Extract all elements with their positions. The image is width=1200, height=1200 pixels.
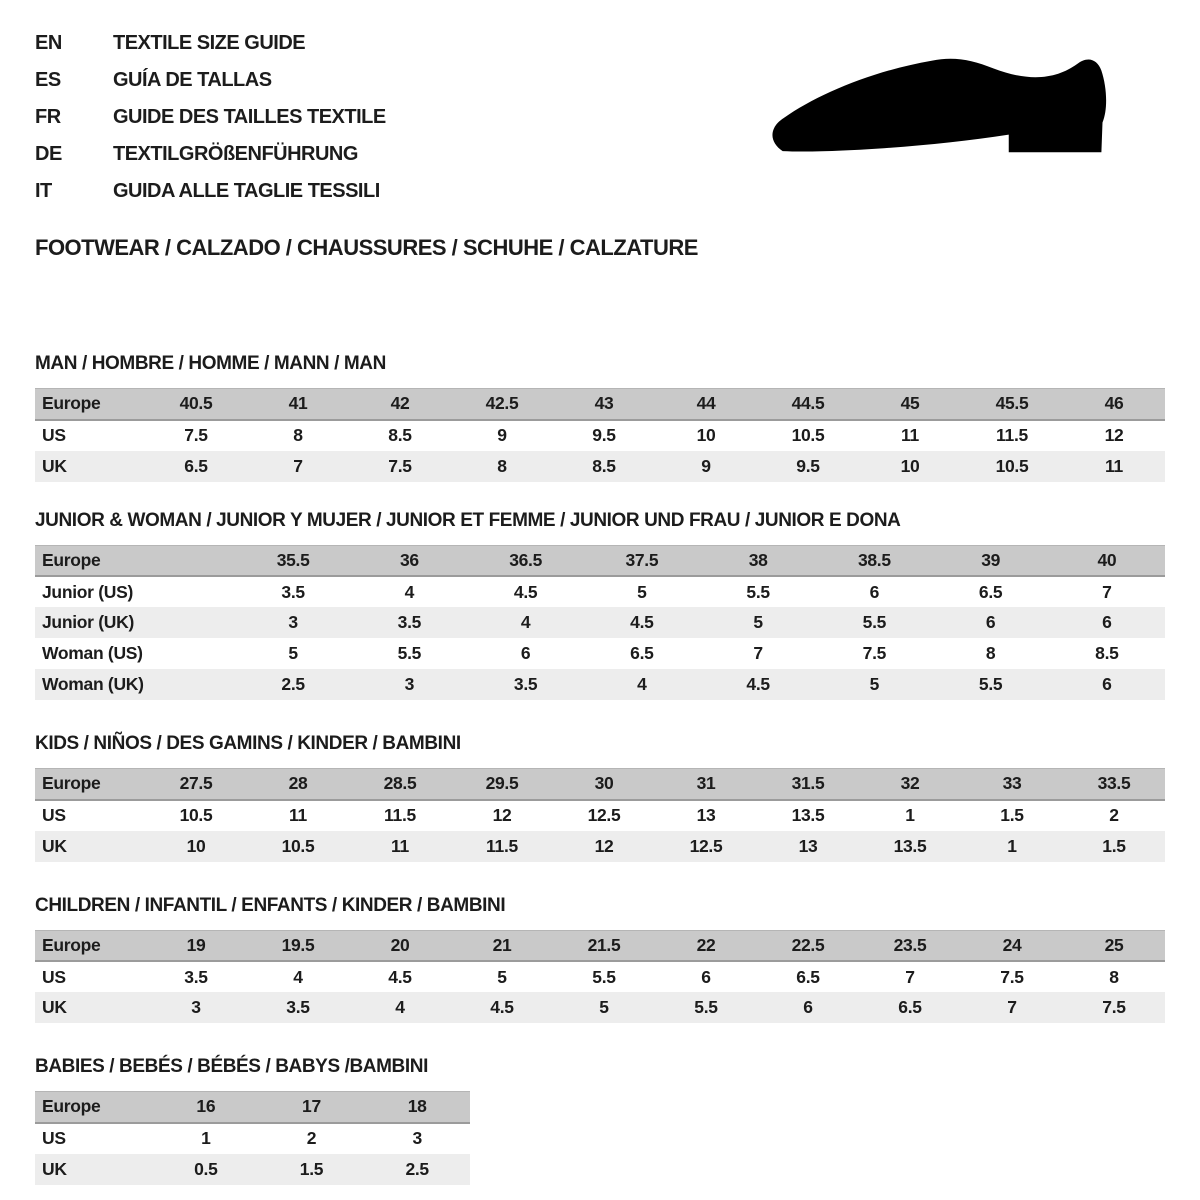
size-cell: 3.5 (145, 961, 247, 992)
size-cell: 3.5 (468, 669, 584, 700)
row-label: Europe (35, 389, 145, 420)
section-children (35, 895, 1165, 1024)
size-cell: 42.5 (451, 389, 553, 420)
section-junior-woman (35, 510, 1165, 701)
size-cell: 45.5 (961, 389, 1063, 420)
size-cell: 20 (349, 930, 451, 961)
section-title-junior-woman: JUNIOR & WOMAN / JUNIOR Y MUJER / JUNIOR ET FEMME / JUNIOR UND FRAU / JUNIOR E DONA (35, 509, 901, 531)
size-cell: 5.5 (553, 961, 655, 992)
size-cell: 22 (655, 930, 757, 961)
row-label: UK (35, 831, 145, 862)
size-cell: 6 (933, 607, 1049, 638)
size-cell: 13 (757, 831, 859, 862)
size-cell: 19 (145, 930, 247, 961)
size-cell: 29.5 (451, 769, 553, 800)
size-cell: 5.5 (655, 992, 757, 1023)
size-cell: 7.5 (145, 420, 247, 451)
size-cell: 0.5 (153, 1154, 259, 1185)
junior-woman-size-table (35, 545, 1165, 701)
size-cell: 5 (553, 992, 655, 1023)
table-row (35, 1154, 470, 1185)
size-cell: 5.5 (816, 607, 932, 638)
size-cell: 1 (153, 1123, 259, 1154)
size-cell: 17 (259, 1092, 365, 1123)
size-cell: 11.5 (349, 800, 451, 831)
size-cell: 45 (859, 389, 961, 420)
row-label: Europe (35, 769, 145, 800)
size-cell: 10 (859, 451, 961, 482)
section-man (35, 353, 1165, 482)
size-cell: 10 (655, 420, 757, 451)
kids-size-table (35, 768, 1165, 862)
row-label: US (35, 961, 145, 992)
size-cell: 6.5 (757, 961, 859, 992)
size-cell: 4.5 (451, 992, 553, 1023)
size-cell: 5 (816, 669, 932, 700)
section-kids (35, 733, 1165, 862)
category-title: FOOTWEAR / CALZADO / CHAUSSURES / SCHUHE / CALZATURE (35, 235, 698, 260)
table-row (35, 930, 1165, 961)
size-cell: 9 (451, 420, 553, 451)
size-cell: 13.5 (757, 800, 859, 831)
size-cell: 5 (451, 961, 553, 992)
size-cell: 8.5 (349, 420, 451, 451)
table-row (35, 389, 1165, 420)
row-label: Europe (35, 930, 145, 961)
size-cell: 13 (655, 800, 757, 831)
size-cell: 11 (859, 420, 961, 451)
size-cell: 5 (235, 638, 351, 669)
size-cell: 4 (351, 576, 467, 607)
size-cell: 22.5 (757, 930, 859, 961)
size-cell: 4.5 (468, 576, 584, 607)
size-cell: 37.5 (584, 545, 700, 576)
table-row (35, 545, 1165, 576)
size-cell: 43 (553, 389, 655, 420)
size-cell: 4.5 (349, 961, 451, 992)
size-cell: 4 (468, 607, 584, 638)
size-cell: 4 (584, 669, 700, 700)
size-cell: 32 (859, 769, 961, 800)
size-cell: 8 (1063, 961, 1165, 992)
size-cell: 33.5 (1063, 769, 1165, 800)
table-row (35, 420, 1165, 451)
size-cell: 11.5 (451, 831, 553, 862)
children-size-table (35, 930, 1165, 1024)
size-cell: 7.5 (816, 638, 932, 669)
size-cell: 5.5 (933, 669, 1049, 700)
size-cell: 10 (145, 831, 247, 862)
lang-code-de: DE (35, 143, 62, 165)
size-cell: 31.5 (757, 769, 859, 800)
size-cell: 6.5 (584, 638, 700, 669)
size-cell: 36.5 (468, 545, 584, 576)
man-size-table (35, 388, 1165, 482)
size-cell: 7.5 (1063, 992, 1165, 1023)
size-cell: 11.5 (961, 420, 1063, 451)
size-cell: 6.5 (859, 992, 961, 1023)
section-title-children: CHILDREN / INFANTIL / ENFANTS / KINDER / BAMBINI (35, 894, 506, 916)
size-cell: 40.5 (145, 389, 247, 420)
size-cell: 18 (364, 1092, 470, 1123)
size-cell: 7 (700, 638, 816, 669)
size-cell: 2.5 (235, 669, 351, 700)
size-cell: 38 (700, 545, 816, 576)
size-cell: 8.5 (1049, 638, 1165, 669)
size-cell: 27.5 (145, 769, 247, 800)
size-cell: 3 (235, 607, 351, 638)
table-row (35, 961, 1165, 992)
section-babies (35, 1056, 1165, 1185)
size-cell: 25 (1063, 930, 1165, 961)
size-cell: 4.5 (700, 669, 816, 700)
size-cell: 21.5 (553, 930, 655, 961)
size-cell: 1.5 (259, 1154, 365, 1185)
size-cell: 6 (1049, 669, 1165, 700)
size-cell: 10.5 (757, 420, 859, 451)
size-cell: 6 (757, 992, 859, 1023)
size-cell: 35.5 (235, 545, 351, 576)
section-title-kids: KIDS / NIÑOS / DES GAMINS / KINDER / BAMBINI (35, 733, 461, 754)
size-cell: 2 (1063, 800, 1165, 831)
size-cell: 7 (859, 961, 961, 992)
size-cell: 3.5 (351, 607, 467, 638)
table-row (35, 638, 1165, 669)
size-cell: 41 (247, 389, 349, 420)
size-cell: 8 (451, 451, 553, 482)
size-cell: 12 (451, 800, 553, 831)
row-label: US (35, 1123, 153, 1154)
size-cell: 6 (655, 961, 757, 992)
table-row (35, 607, 1165, 638)
size-cell: 1.5 (1063, 831, 1165, 862)
lang-label-it: GUIDA ALLE TAGLIE TESSILI (113, 180, 380, 202)
section-title-man: MAN / HOMBRE / HOMME / MANN / MAN (35, 353, 386, 374)
size-cell: 42 (349, 389, 451, 420)
size-cell: 12 (553, 831, 655, 862)
size-cell: 2 (259, 1123, 365, 1154)
size-cell: 3 (351, 669, 467, 700)
size-cell: 8 (933, 638, 1049, 669)
lang-label-en: TEXTILE SIZE GUIDE (113, 32, 306, 54)
size-cell: 1 (859, 800, 961, 831)
table-row (35, 576, 1165, 607)
size-cell: 3.5 (247, 992, 349, 1023)
lang-code-fr: FR (35, 106, 61, 128)
size-cell: 4 (349, 992, 451, 1023)
size-cell: 6 (816, 576, 932, 607)
section-title-babies: BABIES / BEBÉS / BÉBÉS / BABYS /BAMBINI (35, 1056, 428, 1077)
size-cell: 19.5 (247, 930, 349, 961)
size-cell: 40 (1049, 545, 1165, 576)
size-cell: 7 (1049, 576, 1165, 607)
row-label: Junior (UK) (35, 607, 235, 638)
lang-label-fr: GUIDE DES TAILLES TEXTILE (113, 106, 386, 128)
row-label: Woman (US) (35, 638, 235, 669)
size-cell: 7 (247, 451, 349, 482)
size-cell: 4.5 (584, 607, 700, 638)
size-cell: 6.5 (933, 576, 1049, 607)
size-cell: 7.5 (961, 961, 1063, 992)
size-cell: 9.5 (757, 451, 859, 482)
size-cell: 6 (468, 638, 584, 669)
size-cell: 6.5 (145, 451, 247, 482)
size-cell: 5.5 (351, 638, 467, 669)
size-cell: 23.5 (859, 930, 961, 961)
size-cell: 12 (1063, 420, 1165, 451)
size-cell: 30 (553, 769, 655, 800)
size-cell: 5 (584, 576, 700, 607)
size-cell: 44 (655, 389, 757, 420)
size-cell: 10.5 (247, 831, 349, 862)
size-cell: 36 (351, 545, 467, 576)
size-cell: 10.5 (961, 451, 1063, 482)
size-cell: 2.5 (364, 1154, 470, 1185)
size-cell: 13.5 (859, 831, 961, 862)
size-cell: 33 (961, 769, 1063, 800)
size-cell: 1.5 (961, 800, 1063, 831)
size-cell: 3 (364, 1123, 470, 1154)
size-guide-page (35, 30, 1165, 1185)
size-cell: 24 (961, 930, 1063, 961)
row-label: US (35, 800, 145, 831)
size-cell: 11 (1063, 451, 1165, 482)
row-label: US (35, 420, 145, 451)
size-cell: 3 (145, 992, 247, 1023)
row-label: UK (35, 992, 145, 1023)
table-row (35, 669, 1165, 700)
lang-label-de: TEXTILGRÖßENFÜHRUNG (113, 143, 358, 165)
lang-code-en: EN (35, 32, 62, 54)
size-cell: 11 (247, 800, 349, 831)
size-cell: 46 (1063, 389, 1165, 420)
table-row (35, 451, 1165, 482)
babies-size-table (35, 1091, 470, 1185)
size-cell: 10.5 (145, 800, 247, 831)
row-label: Europe (35, 545, 235, 576)
size-cell: 12.5 (655, 831, 757, 862)
size-cell: 21 (451, 930, 553, 961)
size-cell: 3.5 (235, 576, 351, 607)
shoe-icon (765, 35, 1140, 200)
row-label: Junior (US) (35, 576, 235, 607)
size-cell: 5 (700, 607, 816, 638)
lang-code-it: IT (35, 180, 52, 202)
table-row (35, 800, 1165, 831)
size-cell: 7.5 (349, 451, 451, 482)
size-cell: 5.5 (700, 576, 816, 607)
size-cell: 8.5 (553, 451, 655, 482)
table-row (35, 769, 1165, 800)
table-row (35, 831, 1165, 862)
row-label: Woman (UK) (35, 669, 235, 700)
row-label: Europe (35, 1092, 153, 1123)
size-cell: 1 (961, 831, 1063, 862)
row-label: UK (35, 1154, 153, 1185)
size-cell: 6 (1049, 607, 1165, 638)
row-label: UK (35, 451, 145, 482)
size-cell: 7 (961, 992, 1063, 1023)
size-cell: 11 (349, 831, 451, 862)
table-row (35, 1123, 470, 1154)
size-cell: 39 (933, 545, 1049, 576)
size-cell: 9.5 (553, 420, 655, 451)
size-cell: 44.5 (757, 389, 859, 420)
table-row (35, 1092, 470, 1123)
size-cell: 28 (247, 769, 349, 800)
size-cell: 38.5 (816, 545, 932, 576)
size-cell: 31 (655, 769, 757, 800)
size-cell: 9 (655, 451, 757, 482)
size-cell: 28.5 (349, 769, 451, 800)
lang-label-es: GUÍA DE TALLAS (113, 69, 272, 91)
size-cell: 4 (247, 961, 349, 992)
size-cell: 12.5 (553, 800, 655, 831)
size-cell: 16 (153, 1092, 259, 1123)
lang-code-es: ES (35, 69, 61, 91)
size-cell: 8 (247, 420, 349, 451)
table-row (35, 992, 1165, 1023)
